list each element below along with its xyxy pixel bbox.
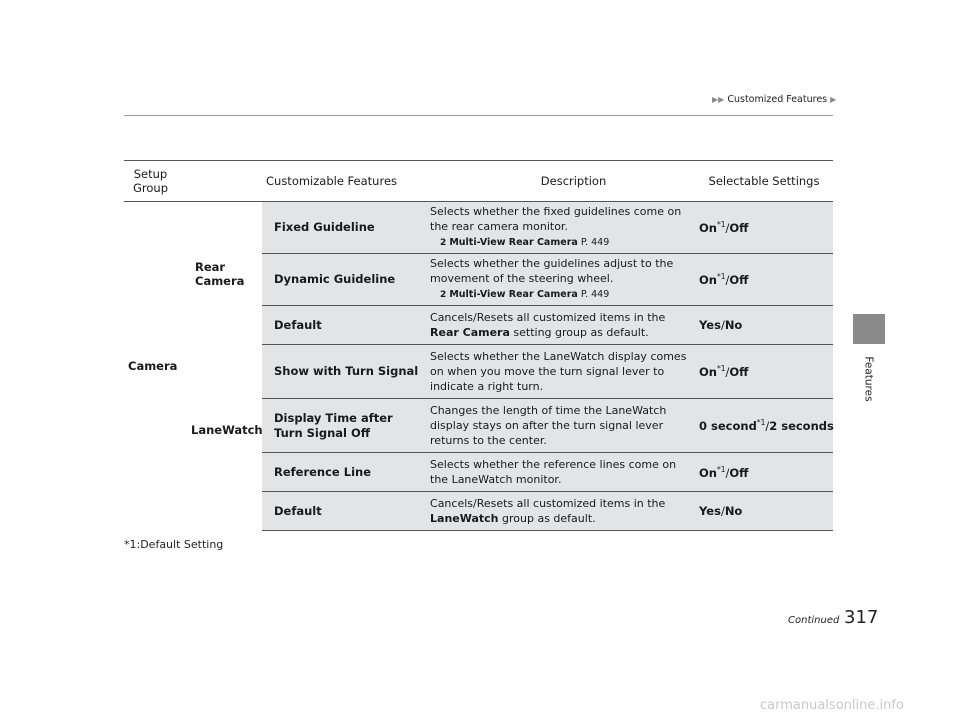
description-group-name: Rear Camera bbox=[430, 326, 510, 339]
cross-reference-page: P. 449 bbox=[580, 237, 610, 248]
footnote-default-setting: *1:Default Setting bbox=[124, 538, 224, 551]
description-text: Selects whether the guidelines adjust to the movement of the steering wheel. bbox=[430, 257, 674, 285]
section-tab-marker bbox=[853, 314, 885, 344]
feature-name: Reference Line bbox=[262, 453, 428, 492]
description-text: Selects whether the fixed guidelines come on the rear camera monitor. bbox=[430, 205, 682, 233]
setting-option-a: On bbox=[699, 272, 717, 287]
setting-separator: / bbox=[720, 504, 725, 518]
breadcrumb-triangle-icon: ▶ bbox=[830, 95, 837, 104]
setting-option-a: On bbox=[699, 220, 717, 235]
subgroup-rear-camera: Rear Camera bbox=[195, 260, 245, 288]
setting-option-b: No bbox=[724, 504, 743, 518]
default-marker: *1 bbox=[716, 364, 726, 374]
table-header-row bbox=[124, 161, 833, 202]
default-marker: *1 bbox=[756, 418, 766, 428]
feature-name: Default bbox=[262, 306, 428, 345]
selectable-settings bbox=[695, 399, 833, 453]
column-header-setup-group: Setup Group bbox=[124, 161, 177, 202]
selectable-settings bbox=[695, 306, 833, 345]
cross-reference-title: Multi-View Rear Camera bbox=[449, 237, 578, 248]
column-header-selectable-settings: Selectable Settings bbox=[695, 161, 833, 202]
column-header-description: Description bbox=[428, 161, 695, 202]
setting-separator: / bbox=[720, 318, 725, 332]
cross-reference-link[interactable] bbox=[430, 287, 691, 303]
setting-option-b: Off bbox=[729, 364, 749, 379]
default-marker: *1 bbox=[716, 464, 726, 474]
cross-reference-page: P. 449 bbox=[580, 289, 610, 300]
watermark: carmanualsonline.info bbox=[760, 698, 904, 713]
feature-name: Default bbox=[262, 492, 428, 531]
column-header-customizable-features: Customizable Features bbox=[177, 161, 428, 202]
page-number: 317 bbox=[844, 607, 879, 628]
header-rule bbox=[124, 115, 833, 116]
feature-name: Dynamic Guideline bbox=[262, 254, 428, 306]
setting-separator: / bbox=[725, 220, 730, 235]
setup-group-camera: Camera bbox=[128, 359, 178, 374]
feature-name: Show with Turn Signal bbox=[262, 345, 428, 399]
setting-option-b: No bbox=[724, 318, 743, 332]
setting-option-b: 2 seconds bbox=[769, 418, 834, 433]
feature-description bbox=[428, 492, 695, 531]
cross-reference-icon: 2 bbox=[440, 290, 447, 300]
default-marker: *1 bbox=[716, 220, 726, 230]
setting-option-a: Yes bbox=[699, 318, 721, 332]
feature-description: Selects whether the reference lines come on the LaneWatch monitor. bbox=[428, 453, 695, 492]
feature-description: Selects whether the LaneWatch display comes on when you move the turn signal lever to indicate a right turn. bbox=[428, 345, 695, 399]
description-text: Cancels/Resets all customized items in the bbox=[430, 497, 666, 510]
setting-option-b: Off bbox=[729, 220, 749, 235]
setting-option-a: On bbox=[699, 364, 717, 379]
cross-reference-link[interactable] bbox=[430, 235, 691, 251]
selectable-settings bbox=[695, 453, 833, 492]
setting-option-b: Off bbox=[729, 272, 749, 287]
feature-description bbox=[428, 306, 695, 345]
feature-description: Changes the length of time the LaneWatch display stays on after the turn signal lever returns to the center. bbox=[428, 399, 695, 453]
selectable-settings bbox=[695, 492, 833, 531]
selectable-settings bbox=[695, 202, 833, 254]
setting-option-a: 0 second bbox=[699, 418, 757, 433]
customized-features-table bbox=[124, 160, 833, 531]
feature-name: Display Time after Turn Signal Off bbox=[262, 399, 428, 453]
setting-option-a: Yes bbox=[699, 504, 721, 518]
description-text: setting group as default. bbox=[509, 326, 649, 339]
setting-separator: / bbox=[765, 418, 770, 433]
selectable-settings bbox=[695, 345, 833, 399]
feature-description bbox=[428, 254, 695, 306]
continued-label: Continued bbox=[788, 615, 840, 626]
subgroup-lanewatch: LaneWatch bbox=[191, 422, 263, 437]
setting-separator: / bbox=[725, 364, 730, 379]
cross-reference-title: Multi-View Rear Camera bbox=[449, 289, 578, 300]
cross-reference-icon: 2 bbox=[440, 238, 447, 248]
table-row bbox=[124, 202, 833, 254]
description-text: Cancels/Resets all customized items in the bbox=[430, 311, 666, 324]
breadcrumb bbox=[712, 94, 836, 105]
description-text: group as default. bbox=[498, 512, 596, 525]
setting-separator: / bbox=[725, 465, 730, 480]
feature-name: Fixed Guideline bbox=[262, 202, 428, 254]
feature-description bbox=[428, 202, 695, 254]
default-marker: *1 bbox=[716, 272, 726, 282]
setting-option-b: Off bbox=[729, 465, 749, 480]
section-tab-text: Features bbox=[863, 356, 875, 402]
setting-separator: / bbox=[725, 272, 730, 287]
selectable-settings bbox=[695, 254, 833, 306]
section-tab-label bbox=[853, 344, 885, 414]
table-row bbox=[124, 345, 833, 399]
setting-option-a: On bbox=[699, 465, 717, 480]
description-group-name: LaneWatch bbox=[430, 512, 499, 525]
breadcrumb-triangle-icon: ▶▶ bbox=[712, 95, 725, 104]
breadcrumb-label: Customized Features bbox=[727, 94, 828, 105]
